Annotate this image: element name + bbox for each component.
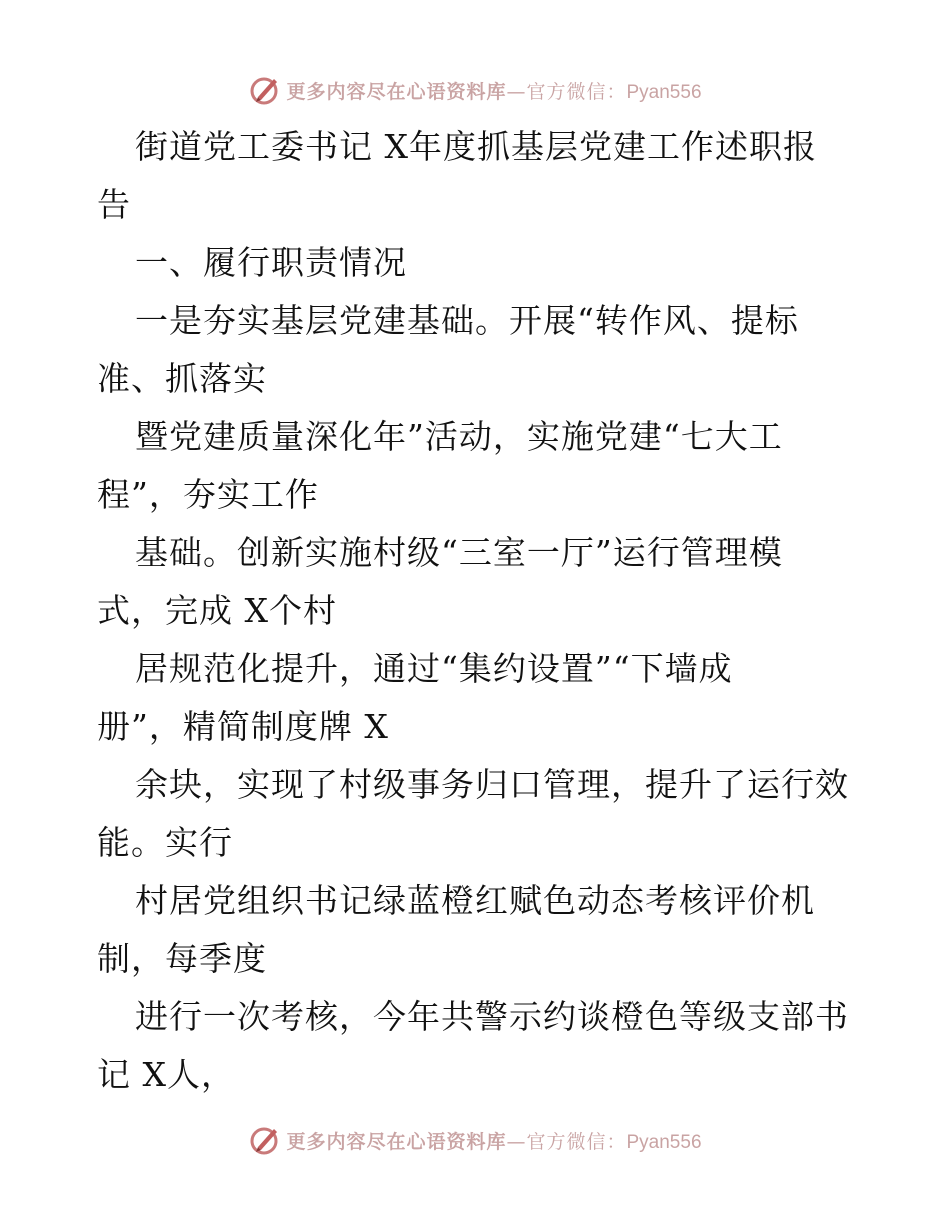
text-line: 基础。创新实施村级“三室一厅”运行管理模 [135,533,783,572]
watermark-main: 更多内容尽在心语资料库 [286,1130,507,1153]
text-line: 街道党工委书记 X年度抓基层党建工作述职报 [135,127,817,166]
document-body [97,118,867,1104]
section-heading: 一、履行职责情况 [135,243,407,282]
pen-logo-icon [248,1123,282,1157]
watermark-sep: — [506,80,527,103]
text-line: 式，完成 X个村 [97,591,337,630]
text-line: 村居党组织书记绿蓝橙红赋色动态考核评价机 [135,881,815,920]
text-line: 告 [97,185,131,224]
text-line: 能。实行 [97,823,233,862]
text-line: 一是夯实基层党建基础。开展“转作风、提标 [135,301,799,340]
watermark-sep: — [506,1130,527,1153]
watermark-main: 更多内容尽在心语资料库 [286,80,507,103]
text-line: 准、抓落实 [97,359,267,398]
pen-logo-icon [248,73,282,107]
text-line: 居规范化提升，通过“集约设置”“下墙成 [135,649,733,688]
text-line: 制，每季度 [97,939,267,978]
watermark-handle: Pyan556 [626,1131,702,1153]
text-line: 程”，夯实工作 [97,475,319,514]
text-line: 进行一次考核，今年共警示约谈橙色等级支部书 [135,997,849,1036]
text-line: 余块，实现了村级事务归口管理，提升了运行效 [135,765,849,804]
watermark-channel: 官方微信： [526,1130,627,1153]
watermark-handle: Pyan556 [626,81,702,103]
footer-watermark [0,1120,950,1160]
text-line: 暨党建质量深化年”活动，实施党建“七大工 [135,417,783,456]
text-line: 记 X人， [97,1055,235,1094]
header-watermark [0,70,950,110]
watermark-channel: 官方微信： [526,80,627,103]
text-line: 册”，精简制度牌 X [97,707,389,746]
